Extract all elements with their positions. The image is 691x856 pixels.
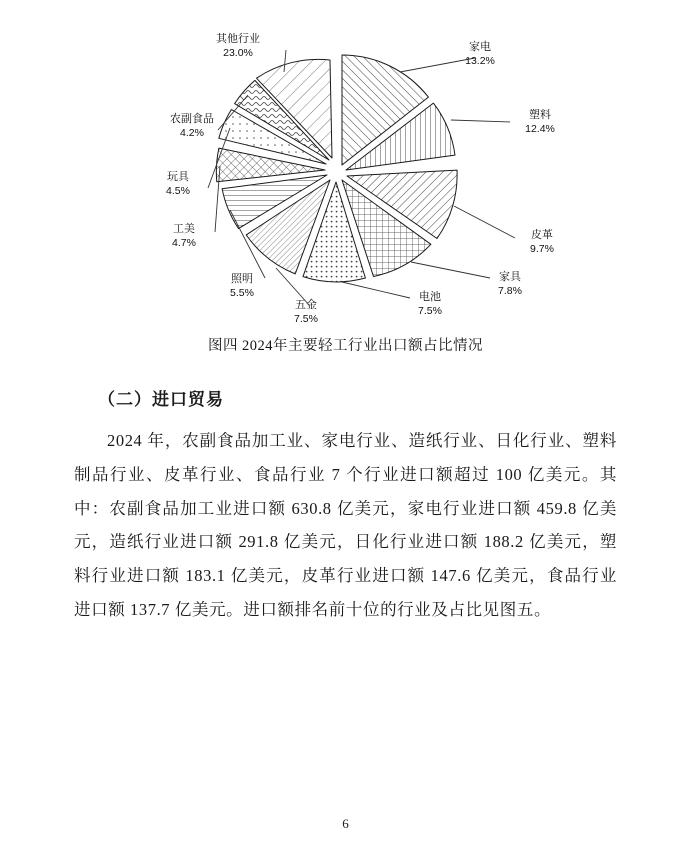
pie-label-jiadian: 家电 (469, 41, 491, 53)
pie-label-gongmei: 工美 (173, 223, 195, 235)
pie-label-suliao: 塑料 (529, 109, 551, 121)
pie-value-nongfushipin: 4.2% (180, 127, 204, 139)
body-paragraph: 2024 年，农副食品加工业、家电行业、造纸行业、日化行业、塑料制品行业、皮革行业、食品行业 7 个行业进口额超过 100 亿美元。其中：农副食品加工业进口额 630.8 亿美元，家电行业进口额 459.8 亿美元，造纸行业进口额 291.8 亿美元，日化行业进口额 188.2 亿美元，塑料行业进口额 183.1 亿美元，皮革行业进口额 147.6 亿美元，食品行业进口额 137.7 亿美元。进口额排名前十位的行业及占比见图五。 (74, 431, 617, 620)
pie-value-pige: 9.7% (530, 243, 554, 255)
pie-value-zhaoming: 5.5% (230, 287, 254, 299)
figure-caption-label: 图四 (208, 338, 238, 354)
pie-value-gongmei: 4.7% (172, 237, 196, 249)
pie-label-zhaoming: 照明 (231, 273, 253, 285)
pie-label-nongfushipin: 农副食品 (170, 113, 214, 125)
document-page (0, 10, 691, 856)
pie-value-wujin: 7.5% (294, 313, 318, 325)
pie-chart (70, 10, 621, 330)
section-heading: （二）进口贸易 (98, 390, 224, 409)
pie-value-dianchi: 7.5% (418, 305, 442, 317)
figure-caption (70, 334, 621, 355)
pie-value-qitahangye: 23.0% (223, 47, 253, 59)
figure-caption-text: 2024年主要轻工行业出口额占比情况 (242, 338, 483, 354)
pie-label-qitahangye: 其他行业 (216, 33, 260, 45)
pie-label-wanju: 玩具 (167, 171, 189, 183)
pie-slice-gongmei (216, 148, 325, 182)
pie-value-wanju: 4.5% (166, 185, 190, 197)
pie-label-jiaju: 家具 (499, 271, 521, 283)
page-number: 6 (342, 816, 349, 831)
pie-label-wujin: 五金 (295, 299, 317, 311)
pie-label-dianchi: 电池 (419, 291, 441, 303)
pie-label-pige: 皮革 (531, 229, 553, 241)
pie-chart-svg (70, 10, 621, 330)
pie-value-jiaju: 7.8% (498, 285, 522, 297)
pie-value-suliao: 12.4% (525, 123, 555, 135)
pie-value-jiadian: 13.2% (465, 55, 495, 67)
